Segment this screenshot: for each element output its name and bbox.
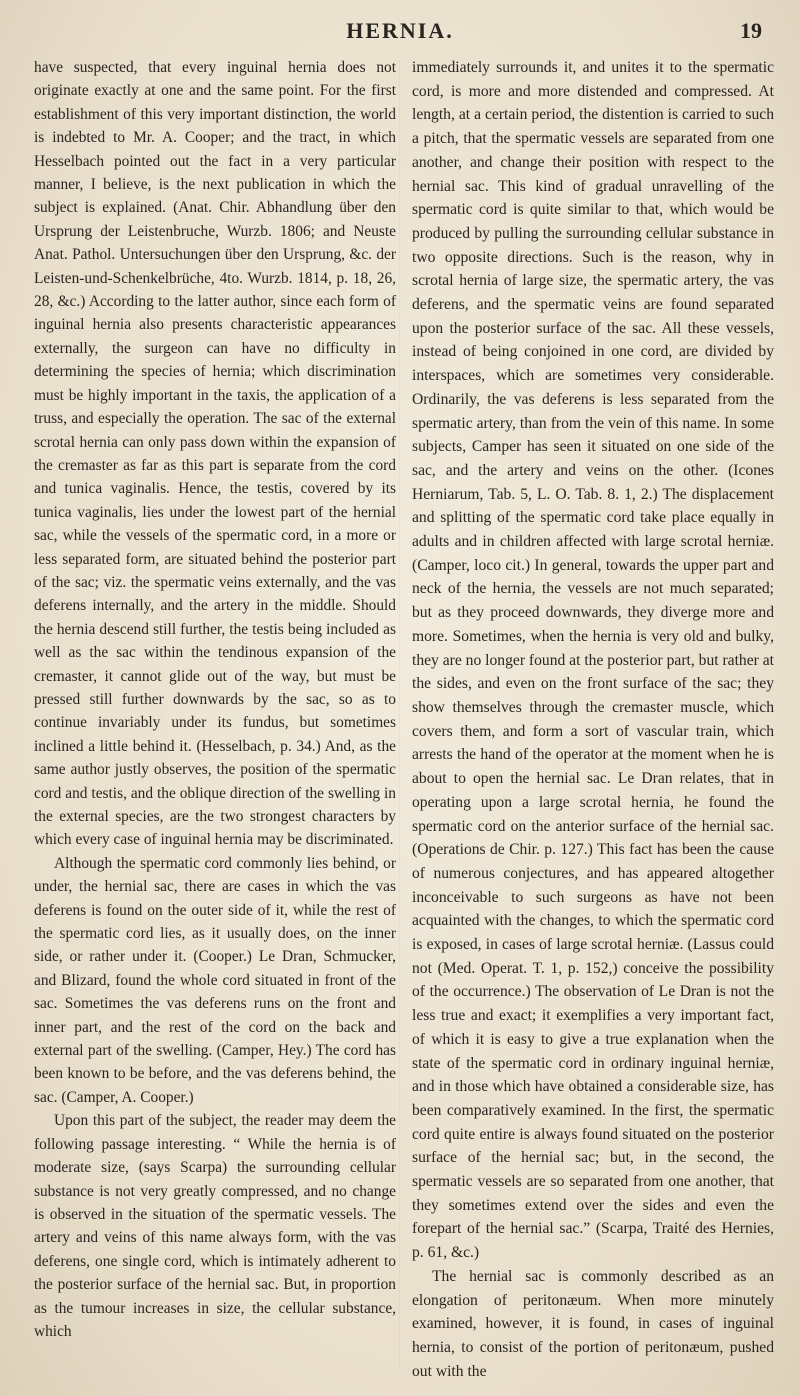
right-column xyxy=(412,56,774,1383)
right-paragraph-1: immediately surrounds it, and unites it to the spermatic cord, is more and more distended and compressed. At length, at a certain period, the distention is carried to such a pitch, that the spermatic vessels are separated from one another, and change their position with respect to the hernial sac. This kind of gradual unravelling of the spermatic cord is quite similar to that, which would be produced by pulling the surrounding cellular substance in two opposite directions. Such is the reason, why in scrotal hernia of large size, the spermatic artery, the vas deferens, and the spermatic veins are found separated upon the posterior surface of the sac. All these vessels, instead of being conjoined in one cord, are divided by interspaces, which are sometimes very considerable. Ordinarily, the vas deferens is less separated from the spermatic artery, than from the vein of this name. In some subjects, Camper has seen it situated on one side of the sac, and the artery and veins on the other. (Icones Herniarum, Tab. 5, L. O. Tab. 8. 1, 2.) The displacement and splitting of the spermatic cord take place equally in adults and in children affected with large scrotal herniæ. (Camper, loco cit.) In general, towards the upper part and neck of the hernia, the vessels are not much separated; but as they proceed downwards, they diverge more and more. Sometimes, when the hernia is very old and bulky, they are no longer found at the posterior part, but rather at the sides, and even on the front surface of the sac; they show themselves through the cremaster muscle, which covers them, and form a sort of vascular train, which arrests the hand of the operator at the moment when he is about to open the hernial sac. Le Dran relates, that in operating upon a large scrotal hernia, he found the spermatic cord on the anterior surface of the hernial sac. (Operations de Chir. p. 127.) This fact has been the cause of numerous conjectures, and has appeared altogether inconceivable to such surgeons as have not been acquainted with the changes, to which the spermatic cord is exposed, in cases of large scrotal herniæ. (Lassus could not (Med. Operat. T. 1, p. 152,) conceive the possibility of the occurrence.) The observation of Le Dran is not the less true and exact; it exemplifies a very important fact, of which it is easy to give a true explanation when the state of the spermatic cord in ordinary inguinal herniæ, and in those which have obtained a considerable size, has been comparatively examined. In the first, the spermatic cord quite entire is always found situated on the posterior surface of the hernial sac; but, in the second, the spermatic vessels are so separated from one another, that they sometimes extend over the sides and even the forepart of the hernial sac.” (Scarpa, Traité des Hernies, p. 61, &c.) xyxy=(412,59,774,1262)
page-number: 19 xyxy=(740,18,762,43)
column-gutter xyxy=(399,60,400,1370)
left-column xyxy=(34,56,396,1343)
page-header xyxy=(0,14,800,50)
left-paragraph-1: have suspected, that every inguinal hernia does not originate exactly at one and the same point. For the first establishment of this very important distinction, the world is indebted to Mr. A. Cooper; and the tract, in which Hesselbach pointed out the fact in a very particular manner, I believe, is the next publication in which the subject is explained. (Anat. Chir. Abhandlung über den Ursprung der Leistenbruche, Wurzb. 1806; and Neuste Anat. Pathol. Untersuchungen über den Ursprung, &c. der Leisten-und-Schenkelbrüche, 4to. Wurzb. 1814, p. 18, 26, 28, &c.) According to the latter author, since each form of inguinal hernia also presents characteristic appearances externally, the surgeon can have no difficulty in determining the species of hernia; which discrimination must be highly important in the taxis, the application of a truss, and especially the operation. The sac of the external scrotal hernia can only pass down within the expansion of the cremaster as far as this part is separate from the cord and tunica vaginalis. Hence, the testis, covered by its tunica vaginalis, lies under the lowest part of the hernial sac, while the vessels of the spermatic cord, in a more or less separated form, are situated behind the posterior part of the sac; viz. the spermatic veins externally, and the vas deferens internally, and the artery in the middle. Should the hernia descend still further, the testis being included as well as the sac within the tendinous expansion of the cremaster, it cannot glide out of the way, but must be pressed still further downwards by the sac, so as to continue invariably under its fundus, but sometimes inclined a little behind it. (Hesselbach, p. 34.) And, as the same author justly observes, the position of the spermatic cord and testis, and the oblique direction of the swelling in the external species, are the two strongest characters by which every case of inguinal hernia may be discriminated. xyxy=(34,59,396,849)
right-paragraph-2: The hernial sac is commonly described as an elongation of peritonæum. When more minutely examined, however, it is found, in cases of inguinal hernia, to consist of the portion of peritonæum, pushed out with the xyxy=(412,1267,774,1380)
left-paragraph-2: Although the spermatic cord commonly lies behind, or under, the hernial sac, there are cases in which the vas deferens is found on the outer side of it, while the rest of the spermatic cord lies, as it usually does, on the inner side, or rather under it. (Cooper.) Le Dran, Schmucker, and Blizard, found the whole cord situated in front of the sac. Sometimes the vas deferens runs on the front and inner part, and the rest of the cord on the back and external part of the swelling. (Camper, Hey.) The cord has been known to be before, and the vas deferens behind, the sac. (Camper, A. Cooper.) xyxy=(34,854,396,1106)
running-head: HERNIA. xyxy=(346,18,454,43)
left-paragraph-3: Upon this part of the subject, the reader may deem the following passage interesting. “ While the hernia is of moderate size, (says Scarpa) the surrounding cellular substance is not very greatly compressed, and no change is observed in the situation of the spermatic vessels. The artery and veins of this name always form, with the vas deferens, one single cord, which is intimately adherent to the posterior surface of the hernial sac. But, in proportion as the tumour increases in size, the cellular substance, which xyxy=(34,1112,396,1340)
